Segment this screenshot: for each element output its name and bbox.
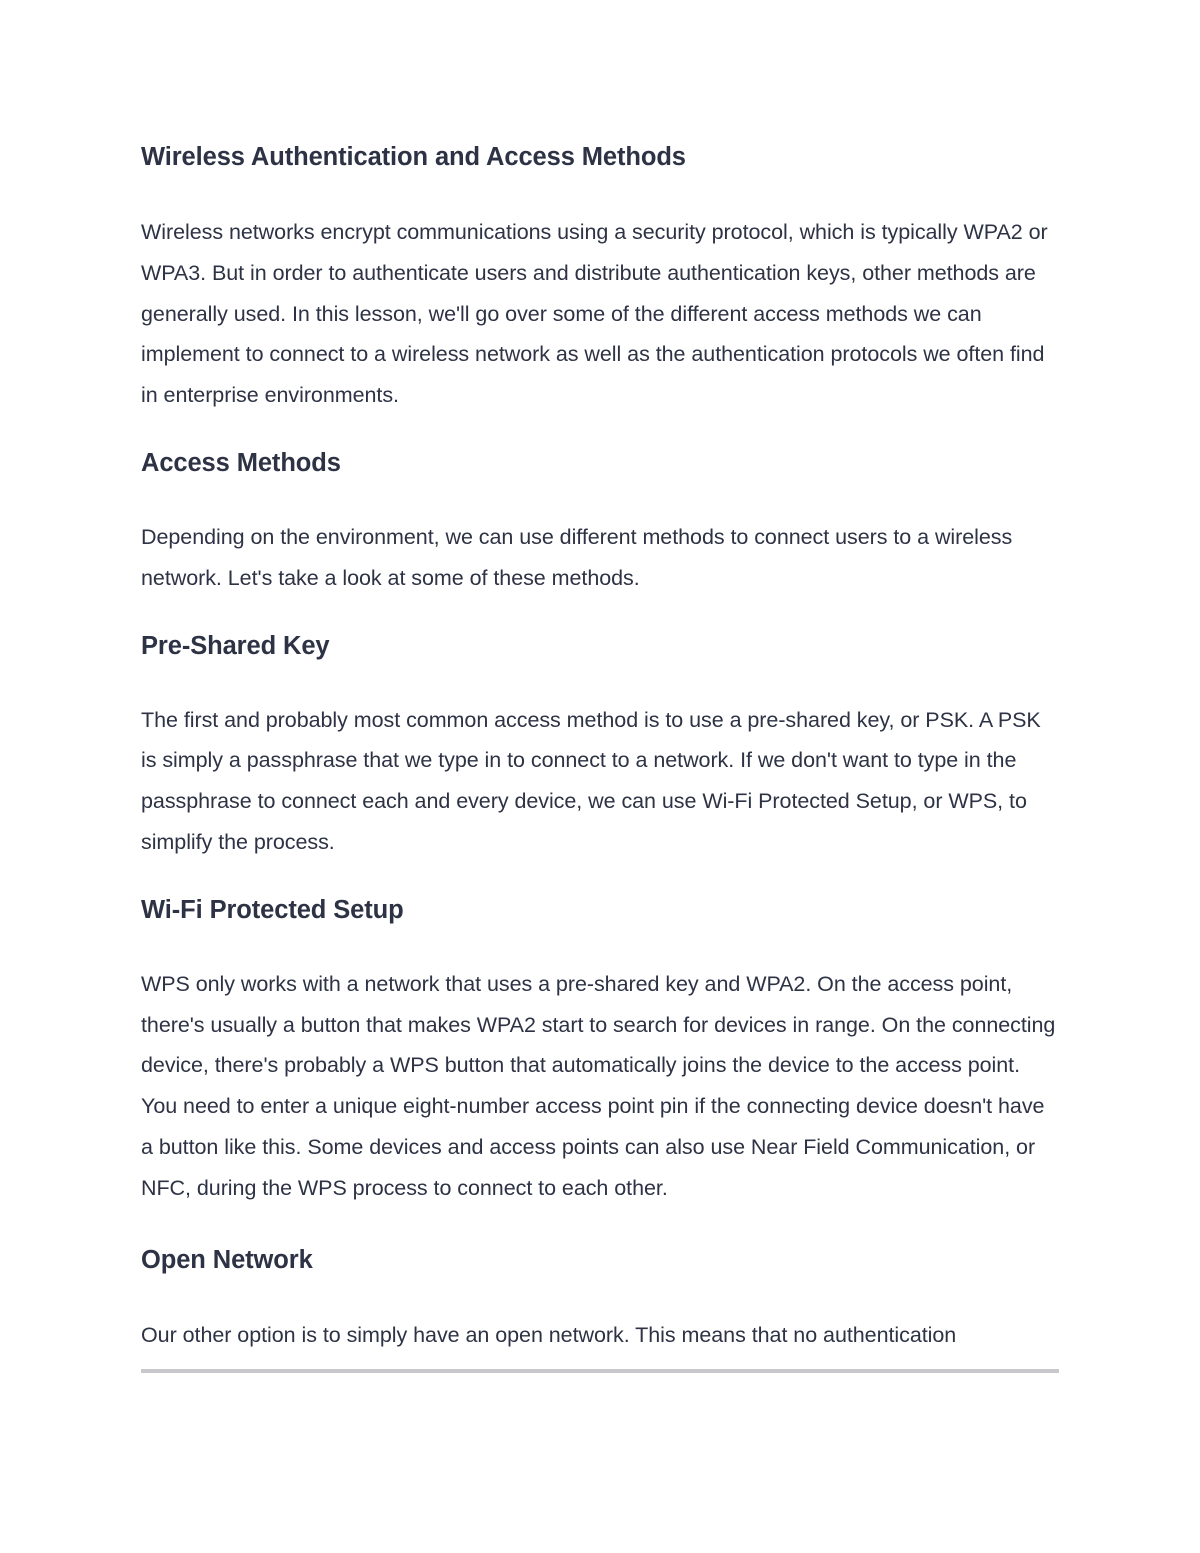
pre-shared-key-paragraph: The first and probably most common access method is to use a pre-shared key, or PSK. A PSK is simply a passphrase that we type in to connect to a network. If we don't want to type in the passphrase to connect each and every device, we can use Wi-Fi Protected Setup, or WPS, to simplify the process. xyxy=(141,707,1041,854)
section-heading-access-methods: Access Methods xyxy=(141,448,341,477)
wi-fi-protected-setup-paragraph: WPS only works with a network that uses a pre-shared key and WPA2. On the access point, there's usually a button that makes WPA2 start to search for devices in range. On the connecting device, there's probably a WPS button that automatically joins the device to the access point. You need to enter a unique eight-number access point pin if the connecting device doesn't have a button like this. Some devices and access points can also use Near Field Communication, or NFC, during the WPS process to connect to each other. xyxy=(141,971,1056,1200)
document-page xyxy=(141,140,1061,1356)
open-network-paragraph: Our other option is to simply have an open network. This means that no authentication xyxy=(141,1322,957,1347)
section-heading-wi-fi-protected-setup: Wi-Fi Protected Setup xyxy=(141,895,404,924)
page-cut-divider xyxy=(141,1369,1059,1373)
section-heading-pre-shared-key: Pre-Shared Key xyxy=(141,631,330,660)
section-heading-open-network: Open Network xyxy=(141,1245,313,1274)
open-network-paragraph-clip xyxy=(141,1315,1061,1356)
access-methods-paragraph: Depending on the environment, we can use different methods to connect users to a wireless network. Let's take a look at some of these methods. xyxy=(141,524,1013,590)
document-title: Wireless Authentication and Access Methods xyxy=(141,143,686,171)
intro-paragraph: Wireless networks encrypt communications using a security protocol, which is typically WPA2 or WPA3. But in order to authenticate users and distribute authentication keys, other methods are generally used. In this lesson, we'll go over some of the different access methods we can implement to connect to a wireless network as well as the authentication protocols we often find in enterprise environments. xyxy=(141,220,1048,408)
